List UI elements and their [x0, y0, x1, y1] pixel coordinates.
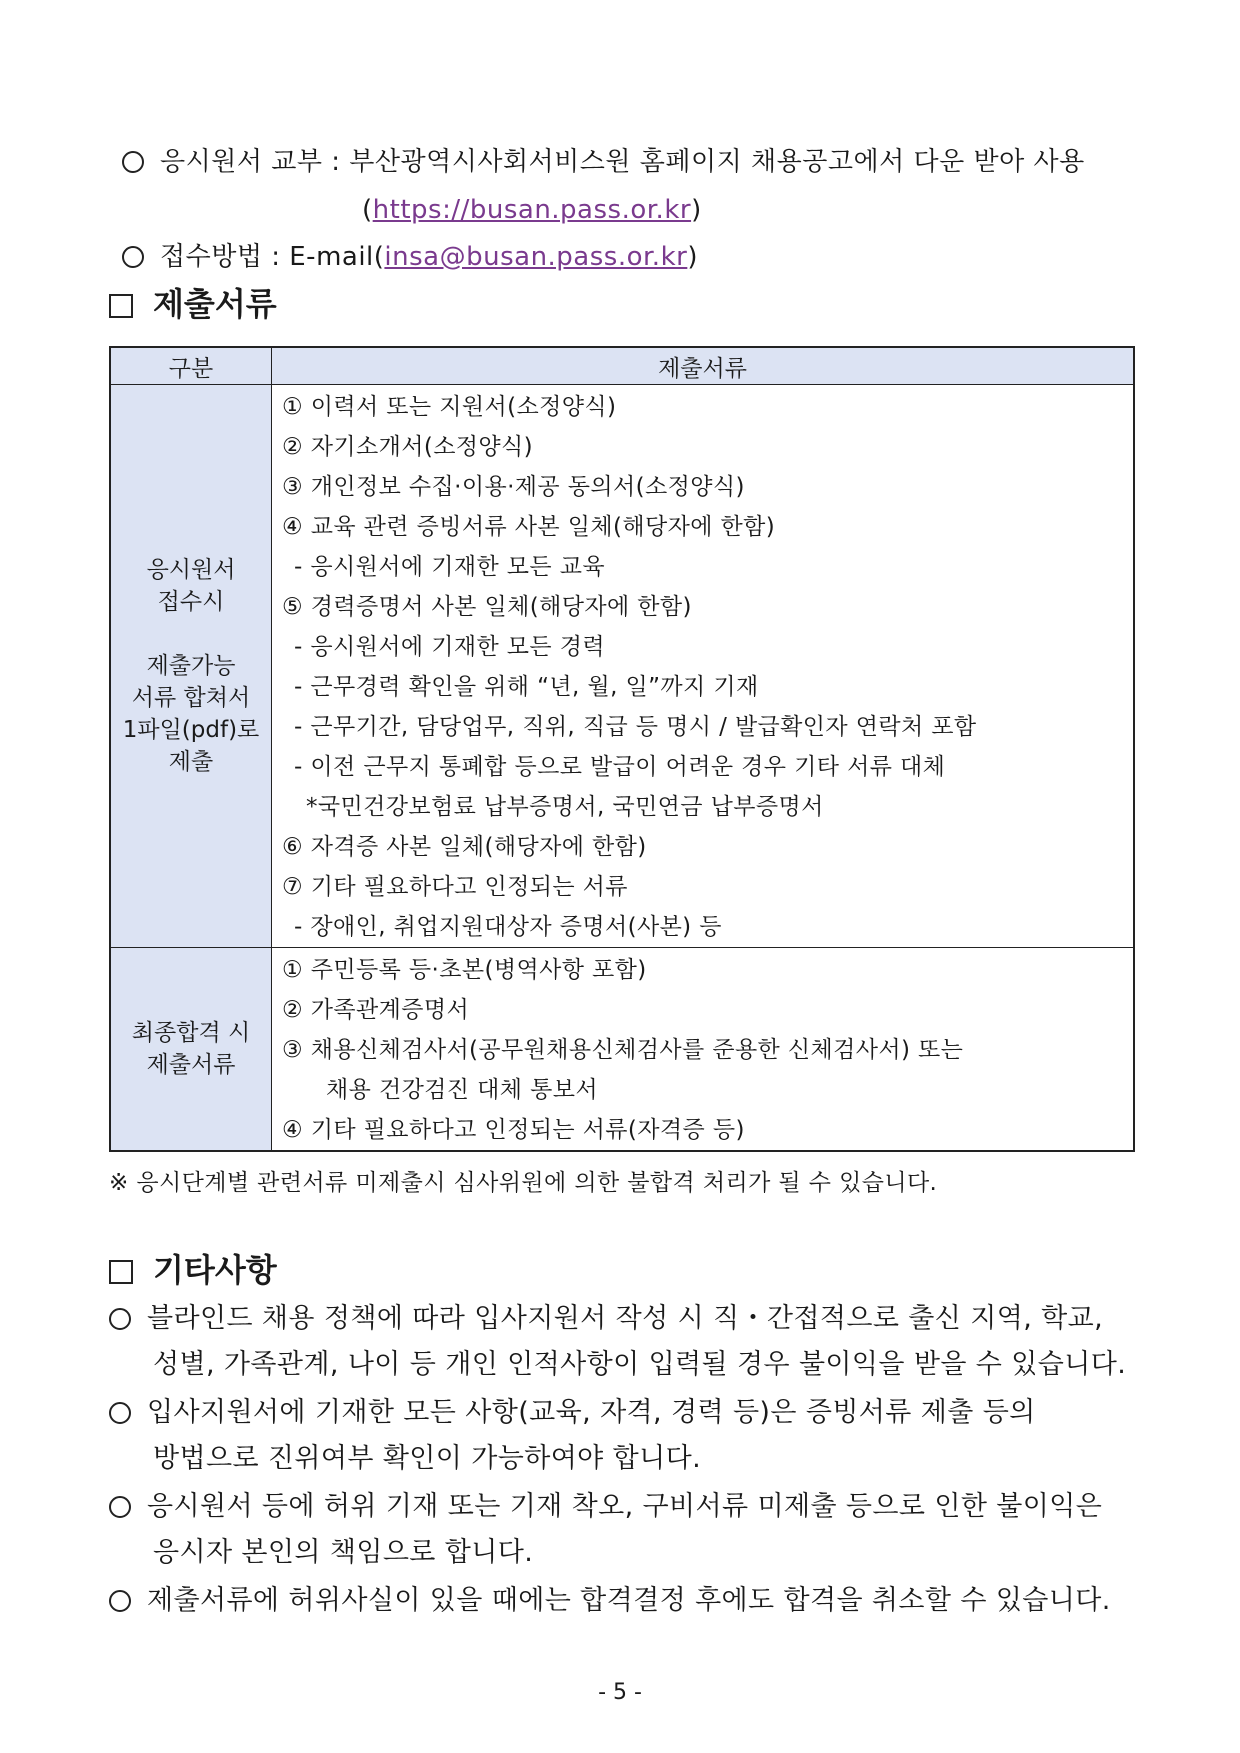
circle-bullet-icon [109, 1590, 131, 1612]
form-distribution-line [122, 144, 1085, 180]
documents-cell-final [272, 948, 1135, 1152]
category-line: 응시원서 [146, 557, 236, 583]
paren-close: ) [691, 195, 702, 225]
list-item: ① 이력서 또는 지원서(소정양식) [282, 394, 617, 420]
paragraph-line: 제출서류에 허위사실이 있을 때에는 합격결정 후에도 합격을 취소할 수 있습니다. [147, 1585, 1111, 1616]
list-item-continuation: 채용 건강검진 대체 통보서 [326, 1077, 598, 1103]
circle-bullet-icon [122, 246, 144, 268]
paragraph-line: 방법으로 진위여부 확인이 가능하여야 합니다. [153, 1443, 702, 1474]
list-item: ④ 기타 필요하다고 인정되는 서류(자격증 등) [282, 1117, 745, 1143]
category-spacer [111, 618, 271, 650]
list-item: ③ 개인정보 수집·이용·제공 동의서(소정양식) [282, 474, 745, 500]
header-category: 구분 [110, 347, 272, 385]
header-documents: 제출서류 [272, 347, 1135, 385]
form-url-line [362, 192, 702, 228]
list-subitem: - 장애인, 취업지원대상자 증명서(사본) 등 [294, 914, 722, 940]
paragraph-line: 성별, 가족관계, 나이 등 개인 인적사항이 입력될 경우 불이익을 받을 수 있습니다. [153, 1349, 1127, 1380]
etc-paragraph [109, 1296, 1126, 1388]
category-cell-application [110, 385, 272, 948]
paren-open: ( [362, 195, 373, 225]
category-line: 서류 합쳐서 [131, 685, 251, 711]
list-item: ④ 교육 관련 증빙서류 사본 일체(해당자에 한함) [282, 514, 776, 540]
list-item: ⑤ 경력증명서 사본 일체(해당자에 한함) [282, 594, 692, 620]
section-title: 제출서류 [153, 285, 277, 323]
list-item: ③ 채용신체검사서(공무원채용신체검사를 준용한 신체검사서) 또는 [282, 1037, 964, 1063]
etc-paragraph [109, 1578, 1111, 1624]
category-line: 최종합격 시 [131, 1020, 251, 1046]
etc-paragraph [109, 1484, 1102, 1576]
paragraph-line: 입사지원서에 기재한 모든 사항(교육, 자격, 경력 등)은 증빙서류 제출 등의 [147, 1397, 1036, 1428]
category-line: 접수시 [157, 589, 225, 615]
category-line: 제출서류 [146, 1052, 236, 1078]
list-item: ⑥ 자격증 사본 일체(해당자에 한함) [282, 834, 647, 860]
page-number: - 5 - [598, 1680, 642, 1705]
email-link[interactable]: insa@busan.pass.or.kr [384, 242, 688, 272]
form-distribution-text: 응시원서 교부 : 부산광역시사회서비스원 홈페이지 채용공고에서 다운 받아 사용 [160, 147, 1085, 177]
section-title: 기타사항 [153, 1251, 277, 1289]
circle-bullet-icon [109, 1496, 131, 1518]
section-heading-etc [109, 1250, 277, 1290]
table-row [110, 385, 1134, 948]
list-item: ⑦ 기타 필요하다고 인정되는 서류 [282, 874, 628, 900]
list-item: ① 주민등록 등·초본(병역사항 포함) [282, 957, 647, 983]
list-subitem: - 응시원서에 기재한 모든 교육 [294, 554, 605, 580]
category-cell-final [110, 948, 272, 1152]
circle-bullet-icon [109, 1402, 131, 1424]
circle-bullet-icon [122, 151, 144, 173]
circle-bullet-icon [109, 1308, 131, 1330]
documents-cell-application [272, 385, 1135, 948]
list-subitem: - 근무기간, 담당업무, 직위, 직급 등 명시 / 발급확인자 연락처 포함 [294, 714, 977, 740]
list-subitem: *국민건강보험료 납부증명서, 국민연금 납부증명서 [306, 794, 824, 820]
table-header-row [110, 347, 1134, 385]
submission-method-line [122, 239, 698, 275]
documents-table [109, 346, 1135, 1152]
etc-paragraph [109, 1390, 1036, 1482]
paragraph-line: 응시원서 등에 허위 기재 또는 기재 착오, 구비서류 미제출 등으로 인한 불이익은 [147, 1491, 1103, 1522]
category-line: 제출 [168, 749, 214, 775]
form-url-link[interactable]: https://busan.pass.or.kr [372, 195, 692, 225]
paren-close: ) [687, 242, 698, 272]
square-bullet-icon [109, 1260, 133, 1284]
list-subitem: - 이전 근무지 통폐합 등으로 발급이 어려운 경우 기타 서류 대체 [294, 754, 946, 780]
category-line: 제출가능 [146, 653, 236, 679]
list-subitem: - 응시원서에 기재한 모든 경력 [294, 634, 605, 660]
table-note: ※ 응시단계별 관련서류 미제출시 심사위원에 의한 불합격 처리가 될 수 있습니다. [109, 1170, 938, 1196]
section-heading-docs [109, 284, 277, 324]
paragraph-line: 응시자 본인의 책임으로 합니다. [153, 1537, 534, 1568]
list-item: ② 자기소개서(소정양식) [282, 434, 534, 460]
submission-method-text: 접수방법 : E-mail( [160, 242, 385, 272]
category-line: 1파일(pdf)로 [122, 717, 260, 743]
table-row [110, 948, 1134, 1152]
paragraph-line: 블라인드 채용 정책에 따라 입사지원서 작성 시 직・간접적으로 출신 지역, 학교, [147, 1303, 1104, 1334]
list-subitem: - 근무경력 확인을 위해 “년, 월, 일”까지 기재 [294, 674, 759, 700]
square-bullet-icon [109, 294, 133, 318]
list-item: ② 가족관계증명서 [282, 997, 470, 1023]
